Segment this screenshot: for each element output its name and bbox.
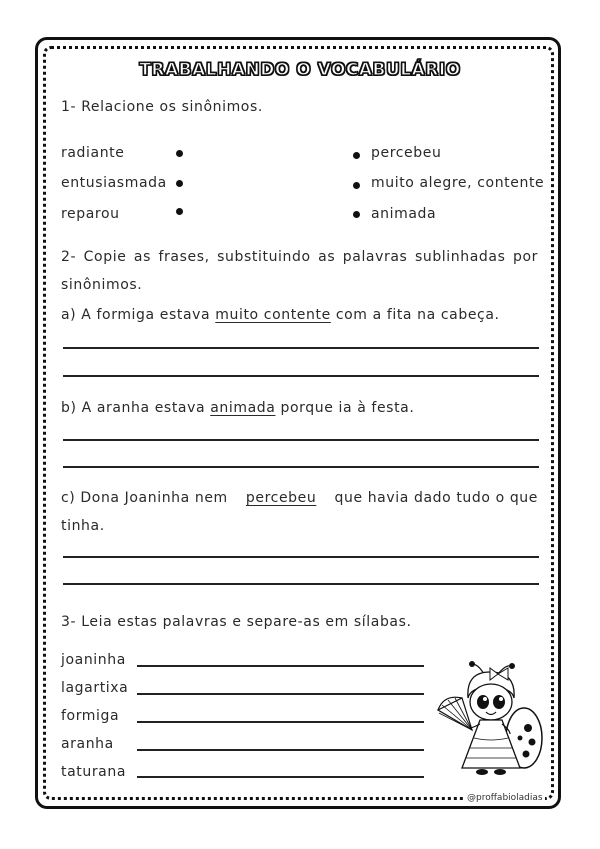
q3-word: formiga bbox=[61, 708, 120, 724]
worksheet-title: TRABALHANDO O VOCABULÁRIO bbox=[139, 60, 461, 80]
syllable-line[interactable] bbox=[137, 693, 424, 695]
q2b-text: porque ia à festa. bbox=[275, 400, 415, 416]
q3-word: aranha bbox=[61, 736, 114, 752]
q1-right-word: muito alegre, contente bbox=[371, 175, 545, 191]
q2c-sentence-line1 bbox=[61, 490, 538, 506]
q2a-text: a) A formiga estava bbox=[61, 307, 216, 323]
answer-line[interactable] bbox=[63, 583, 539, 585]
q2c-sentence-line2: tinha. bbox=[61, 518, 105, 534]
q1-prompt: 1- Relacione os sinônimos. bbox=[61, 99, 263, 115]
q3-word: taturana bbox=[61, 764, 127, 780]
q2b-sentence bbox=[61, 400, 414, 416]
q1-left-word: radiante bbox=[61, 145, 125, 161]
q1-left-word: reparou bbox=[61, 206, 120, 222]
q2c-text: que havia dado tudo o que bbox=[329, 490, 538, 506]
match-dot-right[interactable] bbox=[353, 152, 360, 159]
answer-line[interactable] bbox=[63, 556, 539, 558]
q2-prompt-line2: sinônimos. bbox=[61, 277, 143, 293]
match-dot-left[interactable] bbox=[176, 180, 183, 187]
syllable-line[interactable] bbox=[137, 721, 424, 723]
q2a-text: com a fita na cabeça. bbox=[330, 307, 500, 323]
q2b-underlined-word: animada bbox=[210, 400, 276, 416]
q3-prompt: 3- Leia estas palavras e separe-as em sílabas. bbox=[61, 614, 412, 630]
ladybug-girl-illustration bbox=[432, 658, 547, 778]
q2b-text: b) A aranha estava bbox=[61, 400, 211, 416]
answer-line[interactable] bbox=[63, 466, 539, 468]
syllable-line[interactable] bbox=[137, 665, 424, 667]
q3-word: lagartixa bbox=[61, 680, 129, 696]
q2-prompt-line1: 2- Copie as frases, substituindo as palavras sublinhadas por bbox=[61, 249, 538, 265]
answer-line[interactable] bbox=[63, 375, 539, 377]
syllable-line[interactable] bbox=[137, 776, 424, 778]
q2a-underlined-word: muito contente bbox=[215, 307, 331, 323]
q1-left-word: entusiasmada bbox=[61, 175, 167, 191]
q2c-underlined-word: percebeu bbox=[245, 490, 317, 506]
match-dot-right[interactable] bbox=[353, 182, 360, 189]
match-dot-right[interactable] bbox=[353, 211, 360, 218]
author-credit: @proffabioladias bbox=[467, 793, 543, 803]
match-dot-left[interactable] bbox=[176, 208, 183, 215]
answer-line[interactable] bbox=[63, 439, 539, 441]
q2c-text: c) Dona Joaninha nem bbox=[61, 490, 233, 506]
match-dot-left[interactable] bbox=[176, 150, 183, 157]
q2a-sentence bbox=[61, 307, 500, 323]
q1-right-word: animada bbox=[371, 206, 437, 222]
q3-word: joaninha bbox=[61, 652, 126, 668]
q1-right-word: percebeu bbox=[371, 145, 442, 161]
answer-line[interactable] bbox=[63, 347, 539, 349]
syllable-line[interactable] bbox=[137, 749, 424, 751]
